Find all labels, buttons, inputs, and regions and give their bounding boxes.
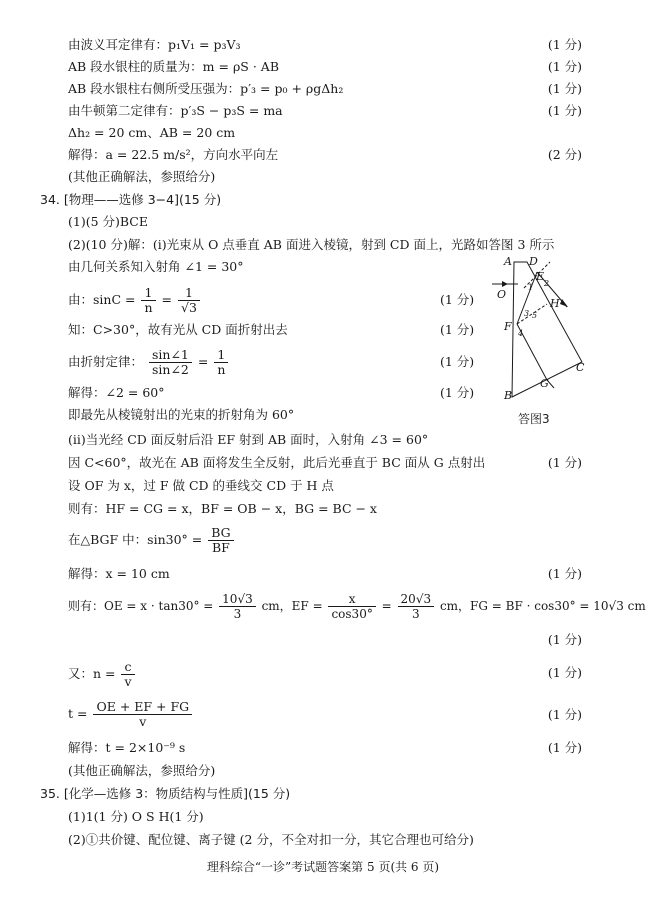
denominator: v bbox=[139, 714, 147, 729]
numerator: 1 bbox=[141, 286, 155, 301]
text-line: 解得：x = 10 cm bbox=[68, 566, 170, 581]
fraction bbox=[178, 286, 200, 315]
denominator: v bbox=[124, 674, 132, 689]
text-line: (其他正确解法，参照给分) bbox=[68, 169, 216, 184]
text-line: 由波义耳定律有：p₁V₁ = p₃V₃ bbox=[68, 37, 241, 52]
score: (1 分) bbox=[547, 81, 582, 96]
formula-line bbox=[68, 286, 202, 315]
figure-caption: 答图3 bbox=[518, 412, 550, 426]
denominator: sin∠2 bbox=[152, 362, 189, 377]
text-line: 因 C<60°，故光在 AB 面将发生全反射，此后光垂直于 BC 面从 G 点射出 bbox=[68, 455, 486, 470]
text-line: (其他正确解法，参照给分) bbox=[68, 763, 216, 778]
score: (1 分) bbox=[440, 385, 475, 400]
score: (1 分) bbox=[547, 566, 582, 581]
label-b: B bbox=[504, 389, 513, 402]
fraction bbox=[141, 286, 155, 315]
formula-text: 由折射定律： bbox=[68, 354, 144, 369]
score: (2 分) bbox=[547, 147, 582, 162]
label-a: A bbox=[504, 255, 512, 268]
score: (1 分) bbox=[547, 632, 582, 647]
formula-line bbox=[68, 526, 236, 555]
denominator: n bbox=[144, 300, 153, 315]
denominator: 3 bbox=[233, 607, 242, 621]
score: (1 分) bbox=[440, 322, 475, 337]
formula-text: t = bbox=[68, 706, 88, 721]
fraction bbox=[328, 592, 375, 621]
label-c: C bbox=[576, 361, 585, 374]
denominator: 3 bbox=[412, 607, 420, 621]
numerator: 1 bbox=[178, 286, 200, 301]
score: (1 分) bbox=[547, 37, 582, 52]
text-line: 解得：t = 2×10⁻⁹ s bbox=[68, 740, 186, 755]
text-line: 解得：a = 22.5 m/s²，方向水平向左 bbox=[68, 147, 279, 162]
text-line: 由几何关系知入射角 ∠1 = 30° bbox=[68, 259, 244, 274]
score: (1 分) bbox=[547, 707, 582, 722]
formula-line bbox=[68, 660, 137, 689]
text-line: 即最先从棱镜射出的光束的折射角为 60° bbox=[68, 407, 295, 422]
formula-text: 又：n = bbox=[68, 666, 116, 681]
fraction bbox=[121, 660, 134, 689]
denominator: cos30° bbox=[331, 607, 373, 621]
numerator: x bbox=[328, 592, 375, 607]
text-line: Δh₂ = 20 cm、AB = 20 cm bbox=[68, 125, 236, 140]
fraction bbox=[93, 700, 192, 729]
label-d: D bbox=[529, 255, 538, 268]
text-line: (1)1(1 分) O S H(1 分) bbox=[68, 809, 204, 824]
numerator: 10√3 bbox=[219, 592, 256, 607]
denominator: n bbox=[217, 362, 226, 377]
fraction bbox=[219, 592, 256, 621]
score: (1 分) bbox=[547, 455, 582, 470]
page-footer: 理科综合“一诊”考试题答案第 5 页(共 6 页) bbox=[206, 860, 440, 874]
formula-line bbox=[68, 348, 230, 377]
question-heading: 34. [物理——选修 3−4](15 分) bbox=[40, 192, 222, 207]
formula-text: = bbox=[161, 292, 172, 307]
numerator: c bbox=[121, 660, 134, 675]
score: (1 分) bbox=[547, 59, 582, 74]
score: (1 分) bbox=[547, 740, 582, 755]
arrow-head bbox=[502, 281, 508, 287]
label-o: O bbox=[497, 288, 507, 301]
formula-text: 则有：OE = x · tan30° = bbox=[68, 599, 214, 613]
numerator: OE + EF + FG bbox=[93, 700, 192, 715]
denominator: BF bbox=[211, 540, 230, 555]
label-f: F bbox=[504, 320, 512, 333]
label-e: E bbox=[536, 270, 545, 283]
fraction bbox=[398, 592, 435, 621]
formula-text: cm，EF = bbox=[261, 599, 323, 613]
denominator: √3 bbox=[180, 300, 197, 315]
text-line: 由牛顿第二定律有：p′₃S − p₃S = ma bbox=[68, 103, 283, 118]
text-line: AB 段水银柱的质量为：m = ρS · AB bbox=[68, 59, 280, 74]
numerator: BG bbox=[208, 526, 233, 541]
formula-line bbox=[68, 592, 646, 621]
label-h: H bbox=[550, 297, 560, 310]
angle-label: 3 bbox=[524, 309, 530, 318]
fraction bbox=[208, 526, 233, 555]
numerator: 1 bbox=[214, 348, 228, 363]
formula-text: = bbox=[381, 599, 392, 613]
formula-text: 在△BGF 中：sin30° = bbox=[68, 532, 203, 547]
text-line: 设 OF 为 x，过 F 做 CD 的垂线交 CD 于 H 点 bbox=[68, 478, 334, 493]
score: (1 分) bbox=[440, 354, 475, 369]
text-line: (2)①共价键、配位键、离子键 (2 分，不全对扣一分，其它合理也可给分) bbox=[68, 832, 474, 847]
question-heading: 35. [化学—选修 3：物质结构与性质](15 分) bbox=[40, 786, 291, 801]
numerator: sin∠1 bbox=[149, 348, 192, 363]
text-line: AB 段水银柱右侧所受压强为：p′₃ = p₀ + ρgΔh₂ bbox=[68, 81, 344, 96]
score: (1 分) bbox=[440, 292, 475, 307]
numerator: 20√3 bbox=[398, 592, 435, 607]
text-line: (1)(5 分)BCE bbox=[68, 214, 148, 229]
text-line: (ii)当光经 CD 面反射后沿 EF 射到 AB 面时，入射角 ∠3 = 60° bbox=[68, 432, 429, 447]
text-line: 则有：HF = CG = x，BF = OB − x，BG = BC − x bbox=[68, 501, 377, 516]
label-g: G bbox=[540, 377, 549, 390]
fraction bbox=[149, 348, 192, 377]
fraction bbox=[214, 348, 228, 377]
formula-text: cm，FG = BF · cos30° = 10√3 cm bbox=[439, 599, 646, 613]
angle-label: 1 bbox=[528, 283, 534, 292]
prism-diagram bbox=[492, 252, 592, 402]
score: (1 分) bbox=[547, 665, 582, 680]
score: (1 分) bbox=[547, 103, 582, 118]
formula-text: 由：sinC = bbox=[68, 292, 136, 307]
formula-line bbox=[68, 700, 194, 729]
text-line: 解得：∠2 = 60° bbox=[68, 385, 165, 400]
angle-label: 2 bbox=[544, 279, 550, 288]
angle-label: 5 bbox=[532, 311, 538, 320]
angle-label: 4 bbox=[518, 329, 524, 338]
text-line: 知：C>30°，故有光从 CD 面折射出去 bbox=[68, 322, 288, 337]
formula-text: = bbox=[197, 354, 209, 369]
text-line: (2)(10 分)解：(i)光束从 O 点垂直 AB 面进入棱镜，射到 CD 面上，光路如答图 3 所示 bbox=[68, 237, 555, 252]
